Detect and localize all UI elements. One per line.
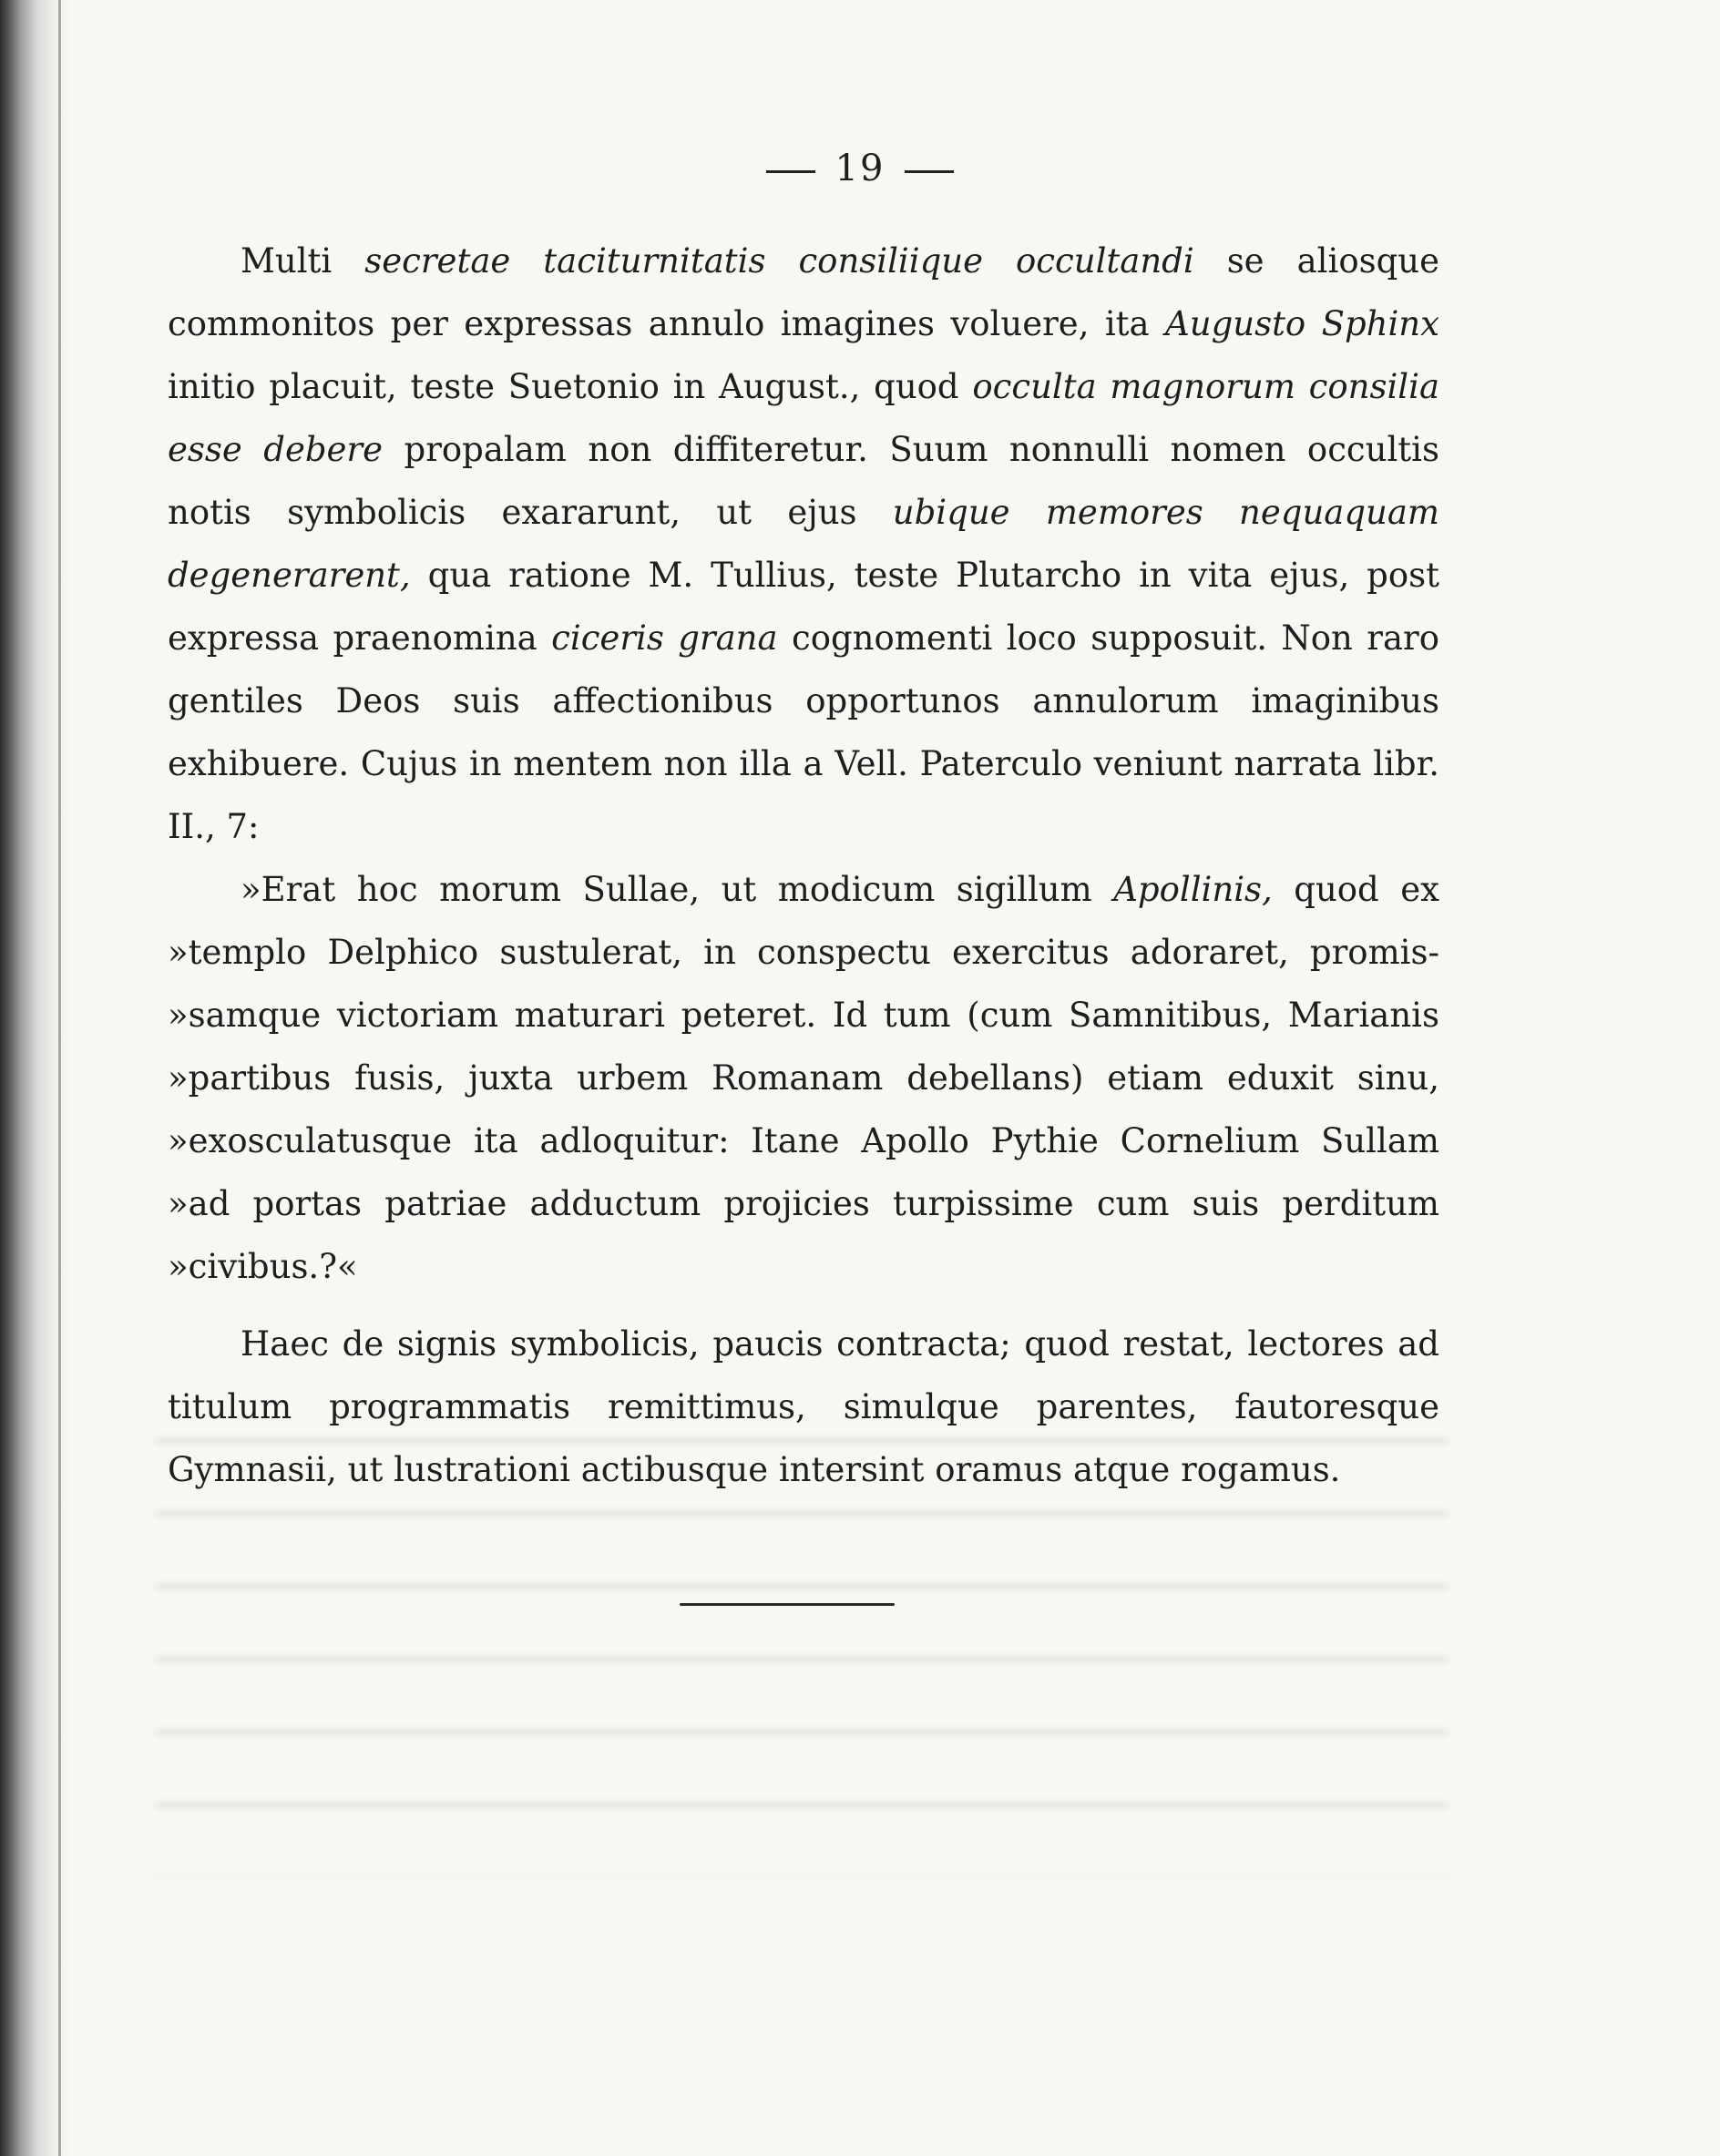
quote-line-text: »samque victoriam maturari peteret. Id tum (cum Samnitibus, Marianis [168,996,1439,1035]
quote-line [168,984,1439,1047]
header-dash-left [766,170,815,173]
quote-line-italic: Apollinis, [1113,870,1273,909]
paragraph-1-italic: secretae taciturnitatis consiliique occultandi [364,241,1194,281]
paragraph-1-text: se aliosque commonitos per expressas annulo imagines voluere, ita [168,241,1439,343]
quote-line-text: »Erat hoc morum Sullae, ut modicum sigillum [241,870,1114,909]
paragraph-1-text: Multi [241,241,365,281]
paragraph-1-text: propalam non diffiteretur. Suum nonnulli nomen occultis notis symbolicis exararunt, ut ejus [168,430,1439,532]
paragraph-1-text: cognomenti loco supposuit. Non raro gentiles Deos suis affectionibus opportunos annulorum imaginibus exhibuere. Cujus in mentem non illa a Vell. Paterculo veniunt narrata libr. II., 7: [168,618,1439,846]
paragraph-1-text: initio placuit, teste Suetonio in August., quod [168,367,973,406]
quote-line [168,1172,1439,1235]
binding-line [58,0,61,2156]
quote-line-text: quod ex [1272,870,1440,909]
quote-line-text: »ad portas patriae adductum projicies turpissime cum suis perditum [168,1184,1439,1223]
page-header [0,148,1720,189]
header-dash-right [905,170,954,173]
body-text [168,230,1439,1501]
paragraph-1-italic: ciceris grana [551,618,778,658]
quote-line-text: »civibus.?« [168,1247,358,1286]
quote-line-text: »templo Delphico sustulerat, in conspectu exercitus adoraret, promis- [168,933,1439,972]
quote-line [168,858,1439,921]
paragraph-1-italic: Augusto Sphinx [1165,304,1439,343]
quote-line [168,1109,1439,1172]
paragraph-1-italic: ubique memores nequaquam degenerarent, [168,493,1439,595]
quote-line [168,921,1439,984]
quote-line [168,1047,1439,1109]
closing-rule [680,1603,895,1606]
quote-line [168,1235,1439,1298]
paragraph-1-italic: occulta magnorum consilia esse debere [168,367,1439,469]
quotation-block [168,858,1439,1298]
paragraph-2: Haec de signis symbolicis, paucis contracta; quod restat, lectores ad titulum programmatis remittimus, simulque parentes, fautoresque Gymnasii, ut lustrationi actibusque intersint oramus atque rogamus. [168,1324,1439,1489]
paragraph-1 [168,230,1439,858]
page-number: 19 [834,148,886,189]
paragraph-1-text: qua ratione M. Tullius, teste Plutarcho in vita ejus, post expressa praenomina [168,556,1439,658]
quote-line-text: »partibus fusis, juxta urbem Romanam debellans) etiam eduxit sinu, [168,1058,1439,1098]
quote-line-text: »exosculatusque ita adloquitur: Itane Apollo Pythie Cornelium Sullam [168,1121,1439,1160]
